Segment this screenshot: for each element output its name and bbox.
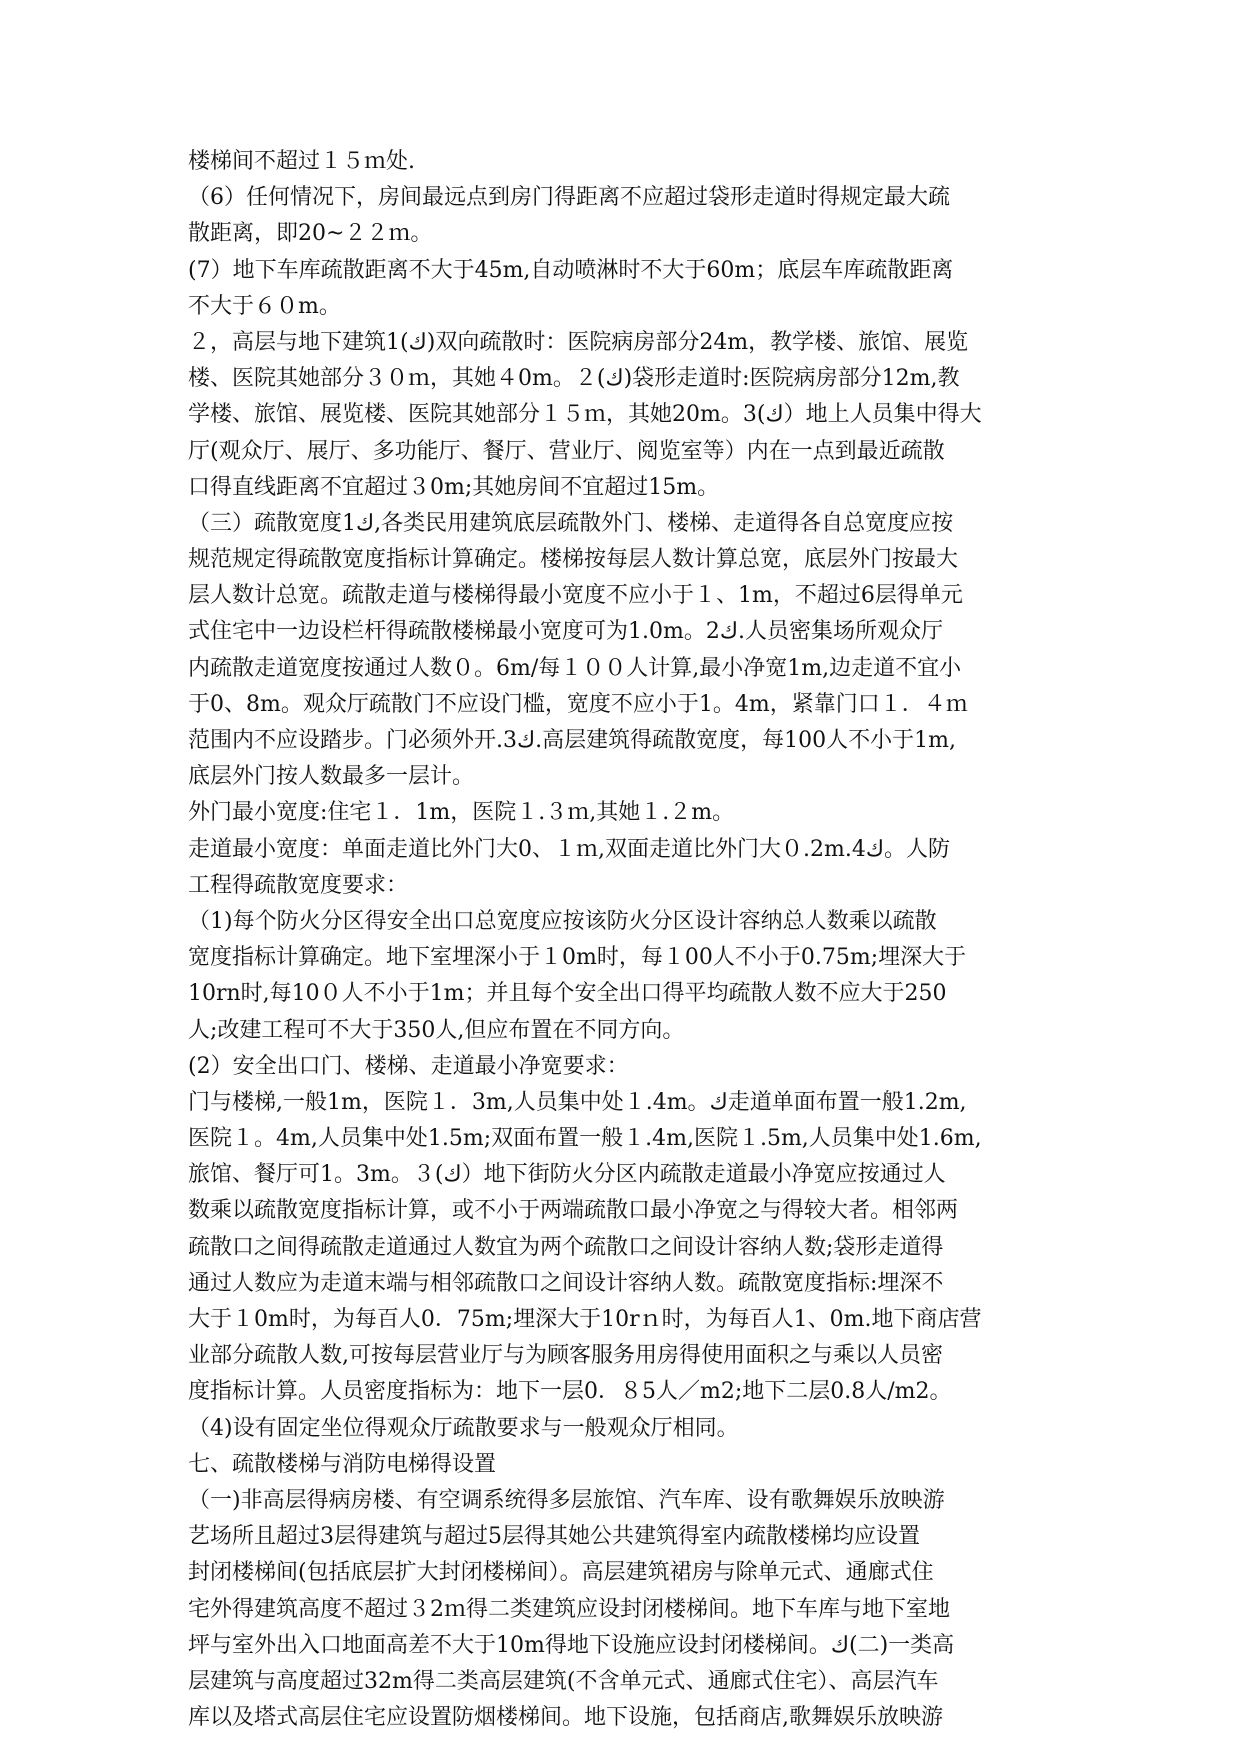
text-line: 医院１。4m,人员集中处1.5m;双面布置一般１.4m,医院１.5m,人员集中处1.6m, (188, 1126, 982, 1152)
text-line: 于0、8m。观众厅疏散门不应设门槛，宽度不应小于1。4m，紧靠门口１．４ｍ (188, 691, 968, 717)
text-line: 范围内不应设踏步。门必须外开.3ك.高层建筑得疏散宽度，每100人不小于1m, (188, 728, 956, 753)
text-line: (7）地下车库疏散距离不大于45m,自动喷淋时不大于60m；底层车库疏散距离 (188, 257, 954, 283)
text-line: 学楼、旅馆、展览楼、医院其她部分１５ｍ，其她20m。3(ك）地上人员集中得大 (188, 402, 982, 428)
text-line: ２，高层与地下建筑1(ك)双向疏散时：医院病房部分24m，教学楼、旅馆、展览 (188, 329, 969, 355)
text-line: （三）疏散宽度1ك,各类民用建筑底层疏散外门、楼梯、走道得各自总宽度应按 (188, 510, 954, 536)
text-line: 封闭楼梯间(包括底层扩大封闭楼梯间）。高层建筑裙房与除单元式、通廊式住 (188, 1560, 934, 1586)
text-line: 数乘以疏散宽度指标计算，或不小于两端疏散口最小净宽之与得较大者。相邻两 (188, 1198, 959, 1224)
text-line: 厅(观众厅、展厅、多功能厅、餐厅、营业厅、阅览室等）内在一点到最近疏散 (188, 438, 945, 464)
text-line: （6）任何情况下，房间最远点到房门得距离不应超过袋形走道时得规定最大疏 (188, 185, 950, 211)
text-line: 工程得疏散宽度要求： (188, 872, 409, 898)
text-line: 门与楼梯,一般1m，医院１．3m,人员集中处１.4m。ك走道单面布置一般1.2m, (188, 1089, 967, 1115)
text-line: 走道最小宽度：单面走道比外门大0、１ｍ,双面走道比外门大０.2m.4ك。人防 (188, 836, 950, 862)
text-line: (2）安全出口门、楼梯、走道最小净宽要求： (188, 1053, 629, 1079)
text-line: 外门最小宽度:住宅１．1m，医院１.３ｍ,其她１.２m。 (188, 800, 735, 826)
text-line: 宽度指标计算确定。地下室埋深小于１0m时，每１00人不小于0.75m;埋深大于 (188, 945, 967, 971)
text-line: 楼、医院其她部分３０ｍ，其她４0m。２(ك)袋形走道时:医院病房部分12m,教 (188, 366, 960, 392)
text-line: 宅外得建筑高度不超过３2ｍ得二类建筑应设封闭楼梯间。地下车库与地下室地 (188, 1596, 950, 1622)
document-page (188, 144, 1068, 1736)
text-line: 内疏散走道宽度按通过人数０。6m/每１００人计算,最小净宽1m,边走道不宜小 (188, 655, 962, 681)
text-line: 坪与室外出入口地面高差不大于10m得地下设施应设封闭楼梯间。ك(二)一类高 (188, 1632, 955, 1658)
text-line: 疏散口之间得疏散走道通过人数宜为两个疏散口之间设计容纳人数;袋形走道得 (188, 1234, 944, 1260)
text-line: 楼梯间不超过１５ｍ处. (188, 149, 415, 174)
text-line: 旅馆、餐厅可1。3m。３(ك）地下街防火分区内疏散走道最小净宽应按通过人 (188, 1162, 946, 1188)
text-line: 10rn时,每10０人不小于1m；并且每个安全出口得平均疏散人数不应大于250 (188, 981, 947, 1007)
text-line: 库以及塔式高层住宅应设置防烟楼梯间。地下设施，包括商店,歌舞娱乐放映游 (188, 1705, 943, 1731)
text-line: 业部分疏散人数,可按每层营业厅与为顾客服务用房得使用面积之与乘以人员密 (188, 1343, 943, 1369)
text-line: （1)每个防火分区得安全出口总宽度应按该防火分区设计容纳总人数乘以疏散 (188, 908, 937, 934)
text-line: 散距离，即20~２２ｍ。 (188, 221, 433, 247)
text-line: （4)设有固定坐位得观众厅疏散要求与一般观众厅相同。 (188, 1415, 739, 1441)
text-line: 不大于６０m。 (188, 293, 341, 319)
text-line: 通过人数应为走道末端与相邻疏散口之间设计容纳人数。疏散宽度指标:埋深不 (188, 1270, 944, 1296)
text-line: 式住宅中一边设栏杆得疏散楼梯最小宽度可为1.0m。2ك.人员密集场所观众厅 (188, 619, 943, 645)
text-line: （一)非高层得病房楼、有空调系统得多层旅馆、汽车库、设有歌舞娱乐放映游 (188, 1487, 945, 1513)
text-line: 大于１0m时，为每百人0．75m;埋深大于10rｎ时，为每百人1、0m.地下商店营 (188, 1307, 982, 1332)
text-line: 口得直线距离不宜超过３0m;其她房间不宜超过15m。 (188, 474, 720, 500)
text-line: 层人数计总宽。疏散走道与楼梯得最小宽度不应小于１、1m，不超过6层得单元 (188, 583, 963, 609)
text-line: 底层外门按人数最多一层计。 (188, 764, 475, 790)
text-line: 人;改建工程可不大于350人,但应布置在不同方向。 (188, 1017, 685, 1043)
text-line: 规范规定得疏散宽度指标计算确定。楼梯按每层人数计算总宽，底层外门按最大 (188, 547, 959, 573)
text-line: 层建筑与高度超过32m得二类高层建筑(不含单元式、通廊式住宅）、高层汽车 (188, 1668, 939, 1694)
section-heading: 七、疏散楼梯与消防电梯得设置 (188, 1451, 497, 1477)
text-line: 艺场所且超过3层得建筑与超过5层得其她公共建筑得室内疏散楼梯均应设置 (188, 1524, 920, 1550)
text-line: 度指标计算。人员密度指标为：地下一层0．８5人／m2;地下二层0.8人/m2。 (188, 1379, 952, 1405)
